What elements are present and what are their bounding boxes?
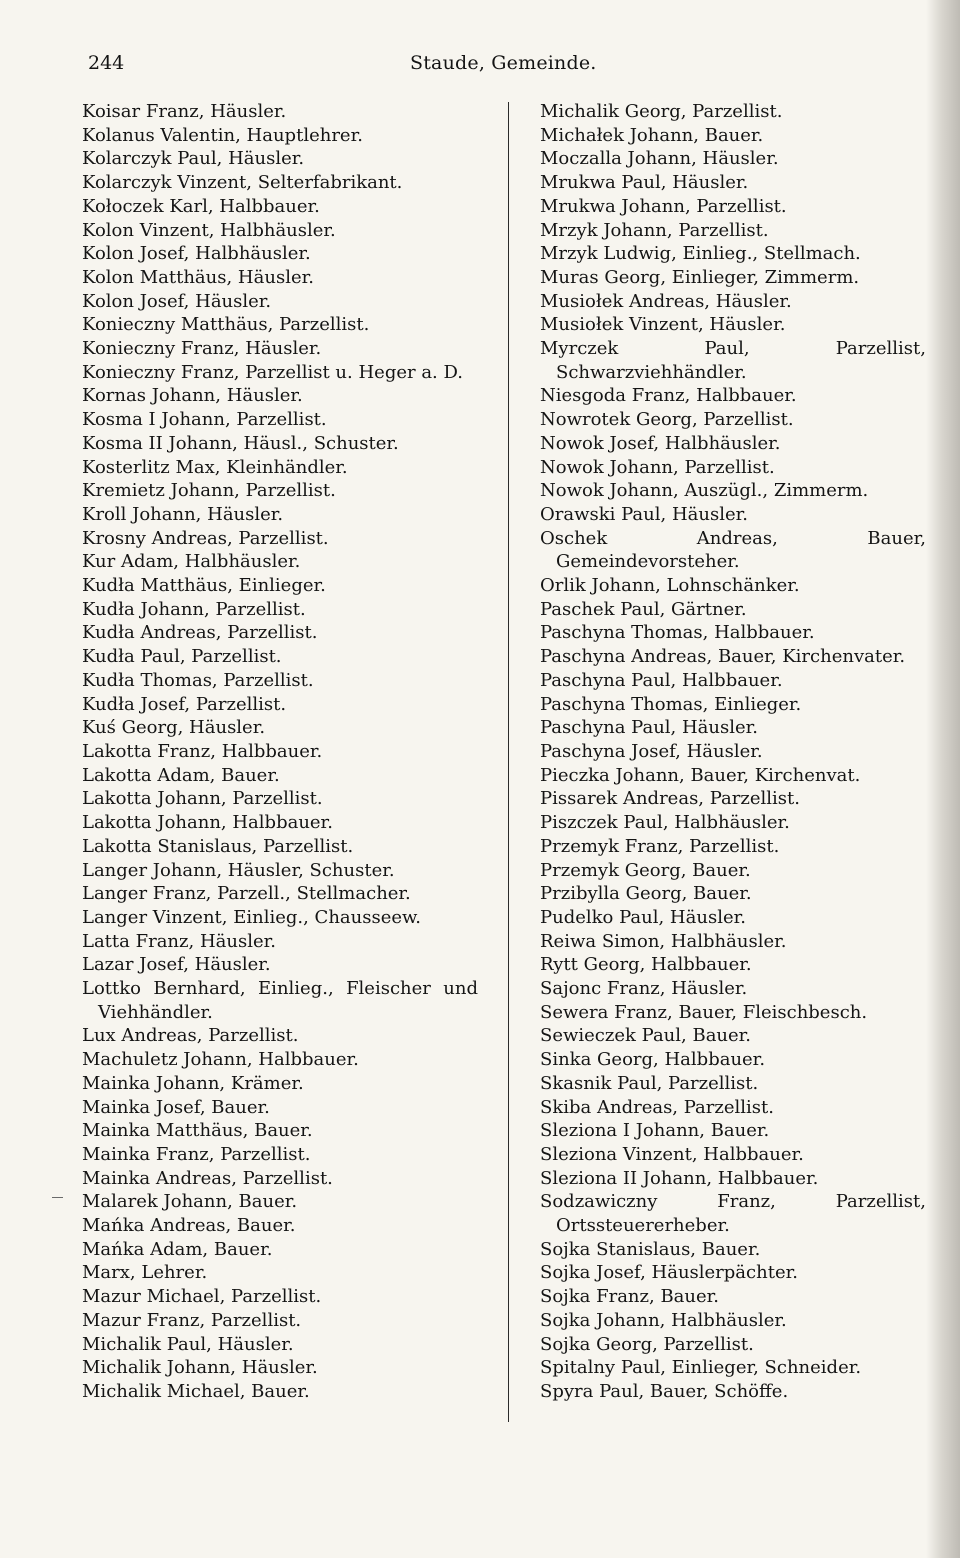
directory-entry: Sojka Josef, Häuslerpächter. xyxy=(540,1262,798,1284)
directory-entry: Michalik Georg, Parzellist. xyxy=(540,101,783,122)
directory-entry: Paschyna Paul, Häusler. xyxy=(540,717,759,739)
directory-entry: Sodzawiczny Franz, Parzellist, Ortssteuererheber. xyxy=(540,1191,926,1237)
directory-entry: Konieczny Matthäus, Parzellist. xyxy=(82,314,370,336)
directory-entry: Mrukwa Paul, Häusler. xyxy=(540,172,749,194)
directory-entry: Michalik Paul, Häusler. xyxy=(82,1333,294,1355)
directory-entry: Kudła Andreas, Parzellist. xyxy=(82,622,318,644)
directory-entry: Lux Andreas, Parzellist. xyxy=(82,1025,299,1047)
directory-entry: Sleziona I Johann, Bauer. xyxy=(540,1120,770,1142)
directory-entry: Sleziona II Johann, Halbbauer. xyxy=(540,1167,819,1189)
directory-entry: Sojka Franz, Bauer. xyxy=(540,1286,720,1308)
directory-entry: Mainka Franz, Parzellist. xyxy=(82,1143,311,1165)
directory-entry: Kuś Georg, Häusler. xyxy=(82,717,266,739)
directory-entry: Paschek Paul, Gärtner. xyxy=(540,598,747,620)
directory-entry: Kolon Josef, Häusler. xyxy=(82,290,272,312)
directory-entry: Mainka Josef, Bauer. xyxy=(82,1096,270,1118)
directory-entry: Spyra Paul, Bauer, Schöffe. xyxy=(540,1380,789,1402)
directory-entry: Pissarek Andreas, Parzellist. xyxy=(540,788,800,810)
directory-entry: Skasnik Paul, Parzellist. xyxy=(540,1072,759,1094)
directory-entry: Musiołek Vinzent, Häusler. xyxy=(540,314,786,336)
directory-entry: Langer Franz, Parzell., Stellmacher. xyxy=(82,883,411,905)
page-number: 244 xyxy=(88,52,125,74)
directory-entry: Kolarczyk Vinzent, Selterfabrikant. xyxy=(82,172,403,194)
directory-entry: Mazur Michael, Parzellist. xyxy=(82,1286,322,1308)
directory-entry: Kolanus Valentin, Hauptlehrer. xyxy=(82,124,363,146)
directory-entry: Kudła Josef, Parzellist. xyxy=(82,693,287,715)
directory-entry: Nowok Josef, Halbhäusler. xyxy=(540,432,781,454)
directory-entry: Machuletz Johann, Halbbauer. xyxy=(82,1049,359,1071)
directory-entry: Kosterlitz Max, Kleinhändler. xyxy=(82,456,348,478)
directory-entry: Mainka Johann, Krämer. xyxy=(82,1072,304,1094)
directory-entry: Pieczka Johann, Bauer, Kirchenvat. xyxy=(540,764,861,786)
directory-entry: Krosny Andreas, Parzellist. xyxy=(82,527,329,549)
directory-entry: Kremietz Johann, Parzellist. xyxy=(82,480,336,502)
page-edge-shadow xyxy=(926,0,960,1558)
directory-entry: Kroll Johann, Häusler. xyxy=(82,503,284,525)
directory-entry: Mainka Andreas, Parzellist. xyxy=(82,1167,333,1189)
directory-entry: Lakotta Johann, Parzellist. xyxy=(82,788,323,810)
directory-entry: Mrzyk Ludwig, Einlieg., Stellmach. xyxy=(540,243,861,265)
directory-entry: Lottko Bernhard, Einlieg., Fleischer und Viehhändler. xyxy=(82,978,478,1023)
directory-entry: Malarek Johann, Bauer. xyxy=(82,1191,298,1213)
directory-entry: Sajonc Franz, Häusler. xyxy=(540,978,748,1000)
directory-entry: Skiba Andreas, Parzellist. xyxy=(540,1096,774,1118)
directory-entry: Kolon Vinzent, Halbhäusler. xyxy=(82,219,336,241)
margin-mark xyxy=(52,1197,63,1198)
directory-entry: Koisar Franz, Häusler. xyxy=(82,101,287,122)
right-column-list xyxy=(540,100,926,1404)
directory-entry: Langer Vinzent, Einlieg., Chausseew. xyxy=(82,906,422,928)
directory-entry: Paschyna Thomas, Halbbauer. xyxy=(540,622,815,644)
directory-entry: Sewieczek Paul, Bauer. xyxy=(540,1025,752,1047)
directory-entry: Musiołek Andreas, Häusler. xyxy=(540,290,792,312)
directory-entry: Mańka Adam, Bauer. xyxy=(82,1238,273,1260)
directory-entry: Mainka Matthäus, Bauer. xyxy=(82,1120,313,1142)
directory-entry: Przibylla Georg, Bauer. xyxy=(540,883,752,905)
directory-entry: Sojka Johann, Halbhäusler. xyxy=(540,1309,787,1331)
directory-entry: Kosma II Johann, Häusl., Schuster. xyxy=(82,432,399,454)
directory-entry: Piszczek Paul, Halbhäusler. xyxy=(540,812,790,834)
directory-entry: Kosma I Johann, Parzellist. xyxy=(82,409,327,431)
directory-entry: Lazar Josef, Häusler. xyxy=(82,954,271,976)
directory-entry: Nowok Johann, Parzellist. xyxy=(540,456,775,478)
directory-entry: Kołoczek Karl, Halbbauer. xyxy=(82,195,320,217)
running-title: Staude, Gemeinde. xyxy=(410,52,597,74)
directory-entry: Sojka Georg, Parzellist. xyxy=(540,1333,754,1355)
directory-entry: Przemyk Franz, Parzellist. xyxy=(540,835,780,857)
page-header xyxy=(88,48,908,78)
directory-entry: Nowok Johann, Auszügl., Zimmerm. xyxy=(540,480,869,502)
directory-entry: Przemyk Georg, Bauer. xyxy=(540,859,751,881)
directory-entry: Langer Johann, Häusler, Schuster. xyxy=(82,859,395,881)
directory-entry: Sojka Stanislaus, Bauer. xyxy=(540,1238,761,1260)
directory-entry: Sewera Franz, Bauer, Fleischbesch. xyxy=(540,1001,868,1023)
directory-entry: Latta Franz, Häusler. xyxy=(82,930,276,952)
directory-entry: Mańka Andreas, Bauer. xyxy=(82,1215,296,1237)
directory-entry: Paschyna Josef, Häusler. xyxy=(540,740,763,762)
directory-entry: Kur Adam, Halbhäusler. xyxy=(82,551,301,573)
directory-entry: Myrczek Paul, Parzellist, Schwarzviehhändler. xyxy=(540,338,926,383)
directory-entry: Moczalla Johann, Häusler. xyxy=(540,148,779,170)
directory-entry: Lakotta Stanislaus, Parzellist. xyxy=(82,835,354,857)
directory-entry: Lakotta Johann, Halbbauer. xyxy=(82,812,333,834)
left-column-list xyxy=(82,100,478,1404)
directory-entry: Paschyna Paul, Halbbauer. xyxy=(540,669,783,691)
directory-entry: Paschyna Thomas, Einlieger. xyxy=(540,693,802,715)
directory-entry: Orlik Johann, Lohnschänker. xyxy=(540,575,800,597)
directory-entry: Marx, Lehrer. xyxy=(82,1262,208,1284)
directory-entry: Mrzyk Johann, Parzellist. xyxy=(540,219,769,241)
directory-entry: Kudła Johann, Parzellist. xyxy=(82,598,306,620)
column-divider xyxy=(508,102,509,1422)
directory-entry: Orawski Paul, Häusler. xyxy=(540,503,748,525)
directory-entry: Spitalny Paul, Einlieger, Schneider. xyxy=(540,1357,862,1379)
directory-entry: Michalik Johann, Häusler. xyxy=(82,1357,318,1379)
directory-entry: Kudła Matthäus, Einlieger. xyxy=(82,575,326,597)
directory-entry: Muras Georg, Einlieger, Zimmerm. xyxy=(540,266,860,288)
directory-entry: Kolon Matthäus, Häusler. xyxy=(82,266,314,288)
directory-entry: Paschyna Andreas, Bauer, Kirchenvater. xyxy=(540,646,906,668)
directory-entry: Sleziona Vinzent, Halbbauer. xyxy=(540,1143,804,1165)
directory-entry: Nowrotek Georg, Parzellist. xyxy=(540,409,794,431)
directory-entry: Michalik Michael, Bauer. xyxy=(82,1380,310,1402)
directory-entry: Mazur Franz, Parzellist. xyxy=(82,1309,302,1331)
directory-entry: Oschek Andreas, Bauer, Gemeindevorsteher. xyxy=(540,527,926,573)
directory-entry: Kornas Johann, Häusler. xyxy=(82,385,303,407)
directory-entry: Niesgoda Franz, Halbbauer. xyxy=(540,385,797,407)
directory-entry: Reiwa Simon, Halbhäusler. xyxy=(540,930,787,952)
directory-entry: Kudła Thomas, Parzellist. xyxy=(82,669,314,691)
directory-entry: Kolarczyk Paul, Häusler. xyxy=(82,148,305,170)
directory-entry: Kolon Josef, Halbhäusler. xyxy=(82,243,311,265)
directory-entry: Pudelko Paul, Häusler. xyxy=(540,906,746,928)
directory-entry: Sinka Georg, Halbbauer. xyxy=(540,1049,766,1071)
directory-entry: Konieczny Franz, Parzellist u. Heger a. D. xyxy=(82,361,464,383)
directory-entry: Michałek Johann, Bauer. xyxy=(540,124,764,146)
directory-entry: Rytt Georg, Halbbauer. xyxy=(540,954,752,976)
directory-entry: Kudła Paul, Parzellist. xyxy=(82,646,282,668)
directory-entry: Mrukwa Johann, Parzellist. xyxy=(540,195,787,217)
directory-entry: Lakotta Franz, Halbbauer. xyxy=(82,740,323,762)
directory-entry: Lakotta Adam, Bauer. xyxy=(82,764,280,786)
directory-entry: Konieczny Franz, Häusler. xyxy=(82,338,322,360)
